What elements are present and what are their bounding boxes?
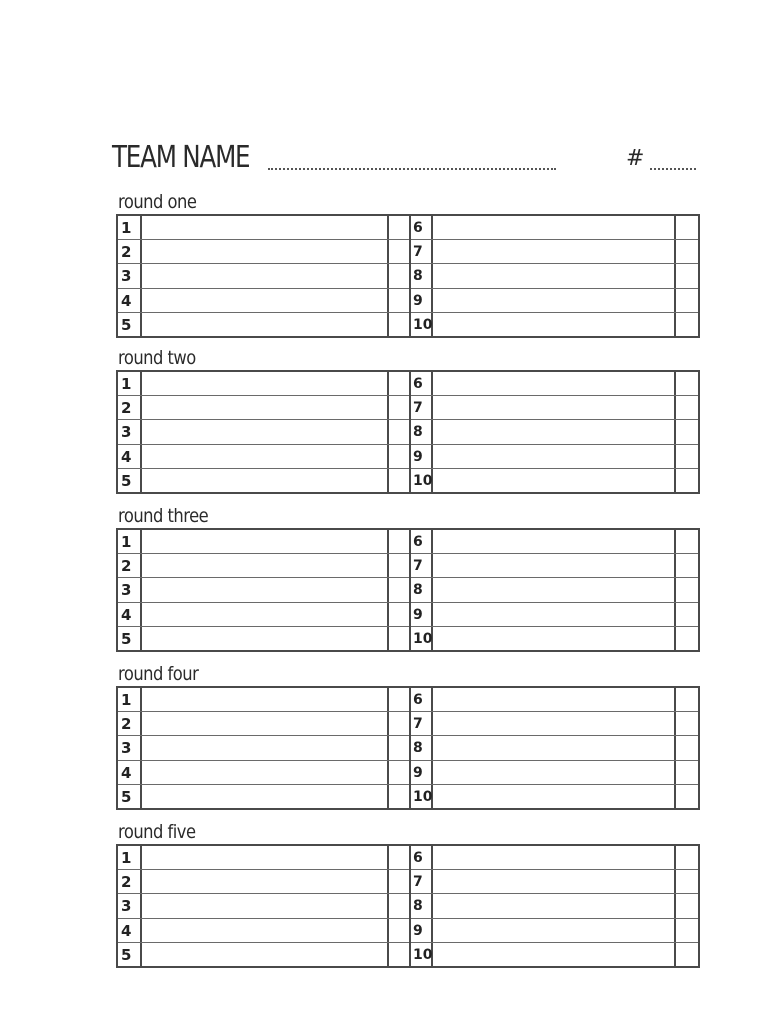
answer-cell[interactable]	[433, 870, 676, 893]
question-row	[118, 626, 409, 650]
answer-cell[interactable]	[433, 530, 676, 553]
question-number: 5	[118, 627, 142, 650]
score-cell[interactable]	[389, 445, 409, 468]
answer-cell[interactable]	[433, 894, 676, 917]
question-row	[411, 444, 698, 468]
question-number: 6	[411, 216, 433, 239]
question-row	[411, 239, 698, 263]
question-number: 4	[118, 919, 142, 942]
score-cell[interactable]	[389, 894, 409, 917]
question-row	[411, 468, 698, 492]
question-number: 10	[411, 469, 433, 492]
question-row	[411, 288, 698, 312]
question-number: 3	[118, 894, 142, 917]
score-cell[interactable]	[676, 627, 698, 650]
question-row	[411, 626, 698, 650]
score-cell[interactable]	[389, 372, 409, 395]
question-row	[118, 893, 409, 917]
question-row	[118, 395, 409, 419]
answer-cell[interactable]	[142, 736, 389, 759]
score-cell[interactable]	[676, 420, 698, 443]
question-number: 9	[411, 761, 433, 784]
score-cell[interactable]	[676, 554, 698, 577]
answer-column-left	[118, 688, 409, 808]
question-number: 10	[411, 785, 433, 808]
question-row	[118, 288, 409, 312]
answer-column-right	[409, 688, 698, 808]
round-title: round two	[118, 347, 196, 369]
team-name-label: TEAM NAME	[112, 140, 250, 175]
answer-cell[interactable]	[433, 627, 676, 650]
answer-cell[interactable]	[433, 554, 676, 577]
question-row	[118, 239, 409, 263]
question-number: 6	[411, 688, 433, 711]
answer-cell[interactable]	[142, 919, 389, 942]
question-number: 9	[411, 445, 433, 468]
question-row	[411, 553, 698, 577]
question-row	[411, 760, 698, 784]
score-cell[interactable]	[389, 736, 409, 759]
answer-cell[interactable]	[433, 761, 676, 784]
question-number: 4	[118, 761, 142, 784]
question-number: 10	[411, 627, 433, 650]
question-row	[118, 419, 409, 443]
score-cell[interactable]	[389, 554, 409, 577]
question-row	[118, 784, 409, 808]
answer-cell[interactable]	[142, 554, 389, 577]
answer-cell[interactable]	[142, 627, 389, 650]
question-row	[411, 918, 698, 942]
question-number: 7	[411, 554, 433, 577]
score-cell[interactable]	[676, 578, 698, 601]
answer-cell[interactable]	[142, 603, 389, 626]
question-number: 2	[118, 712, 142, 735]
score-cell[interactable]	[389, 396, 409, 419]
question-number: 6	[411, 846, 433, 869]
question-number: 2	[118, 554, 142, 577]
score-cell[interactable]	[676, 688, 698, 711]
answer-cell[interactable]	[433, 578, 676, 601]
question-row	[118, 846, 409, 869]
score-cell[interactable]	[676, 469, 698, 492]
question-number: 1	[118, 688, 142, 711]
score-cell[interactable]	[676, 919, 698, 942]
question-row	[118, 918, 409, 942]
answer-cell[interactable]	[433, 712, 676, 735]
question-row	[118, 688, 409, 711]
score-cell[interactable]	[676, 445, 698, 468]
score-cell[interactable]	[389, 919, 409, 942]
answer-cell[interactable]	[433, 736, 676, 759]
score-cell[interactable]	[389, 712, 409, 735]
score-cell[interactable]	[676, 785, 698, 808]
question-number: 9	[411, 603, 433, 626]
answer-cell[interactable]	[142, 688, 389, 711]
score-cell[interactable]	[389, 627, 409, 650]
score-cell[interactable]	[676, 216, 698, 239]
score-cell[interactable]	[676, 846, 698, 869]
answer-cell[interactable]	[433, 372, 676, 395]
score-cell[interactable]	[676, 530, 698, 553]
question-row	[411, 942, 698, 966]
question-number: 5	[118, 785, 142, 808]
question-row	[118, 711, 409, 735]
answer-cell[interactable]	[142, 216, 389, 239]
score-cell[interactable]	[676, 894, 698, 917]
question-number: 1	[118, 216, 142, 239]
answer-grid	[116, 686, 700, 810]
score-cell[interactable]	[676, 240, 698, 263]
score-cell[interactable]	[676, 396, 698, 419]
answer-cell[interactable]	[433, 846, 676, 869]
score-cell[interactable]	[676, 289, 698, 312]
answer-cell[interactable]	[142, 530, 389, 553]
answer-cell[interactable]	[433, 919, 676, 942]
score-cell[interactable]	[676, 712, 698, 735]
answer-cell[interactable]	[433, 420, 676, 443]
question-row	[118, 735, 409, 759]
answer-cell[interactable]	[433, 313, 676, 336]
answer-cell[interactable]	[142, 372, 389, 395]
answer-cell[interactable]	[142, 396, 389, 419]
answer-cell[interactable]	[142, 289, 389, 312]
question-number: 3	[118, 578, 142, 601]
question-row	[411, 688, 698, 711]
answer-cell[interactable]	[142, 264, 389, 287]
score-cell[interactable]	[389, 870, 409, 893]
question-row	[118, 869, 409, 893]
question-number: 7	[411, 712, 433, 735]
question-number: 8	[411, 420, 433, 443]
question-row	[118, 942, 409, 966]
question-number: 7	[411, 870, 433, 893]
answer-grid	[116, 370, 700, 494]
score-cell[interactable]	[676, 870, 698, 893]
answer-cell[interactable]	[433, 396, 676, 419]
answer-cell[interactable]	[433, 603, 676, 626]
score-cell[interactable]	[389, 578, 409, 601]
question-row	[411, 372, 698, 395]
round-title: round three	[118, 505, 209, 527]
question-row	[411, 784, 698, 808]
question-number: 9	[411, 289, 433, 312]
question-row	[118, 602, 409, 626]
answer-cell[interactable]	[433, 943, 676, 966]
score-cell[interactable]	[389, 943, 409, 966]
question-number: 1	[118, 530, 142, 553]
answer-cell[interactable]	[142, 870, 389, 893]
sheet-header	[112, 138, 702, 178]
question-row	[118, 312, 409, 336]
score-cell[interactable]	[389, 420, 409, 443]
answer-grid	[116, 528, 700, 652]
question-row	[118, 553, 409, 577]
question-row	[118, 530, 409, 553]
answer-cell[interactable]	[142, 445, 389, 468]
score-cell[interactable]	[389, 688, 409, 711]
question-row	[411, 395, 698, 419]
team-number-label: #	[626, 146, 645, 171]
score-cell[interactable]	[389, 469, 409, 492]
team-name-field[interactable]	[268, 168, 556, 170]
round-title: round five	[118, 821, 196, 843]
question-number: 5	[118, 313, 142, 336]
question-row	[118, 468, 409, 492]
question-row	[118, 577, 409, 601]
answer-cell[interactable]	[142, 420, 389, 443]
answer-column-right	[409, 530, 698, 650]
score-cell[interactable]	[389, 313, 409, 336]
answer-cell[interactable]	[433, 216, 676, 239]
score-cell[interactable]	[389, 603, 409, 626]
score-cell[interactable]	[389, 761, 409, 784]
question-number: 4	[118, 445, 142, 468]
answer-cell[interactable]	[433, 264, 676, 287]
question-number: 3	[118, 420, 142, 443]
answer-cell[interactable]	[433, 688, 676, 711]
answer-cell[interactable]	[142, 785, 389, 808]
score-cell[interactable]	[389, 846, 409, 869]
round-title: round one	[118, 191, 197, 213]
question-number: 9	[411, 919, 433, 942]
question-row	[411, 869, 698, 893]
question-row	[411, 711, 698, 735]
question-row	[411, 312, 698, 336]
question-row	[411, 577, 698, 601]
answer-cell[interactable]	[142, 761, 389, 784]
score-cell[interactable]	[676, 264, 698, 287]
question-number: 5	[118, 943, 142, 966]
score-cell[interactable]	[389, 289, 409, 312]
answer-cell[interactable]	[142, 894, 389, 917]
question-number: 10	[411, 313, 433, 336]
answer-column-left	[118, 372, 409, 492]
question-row	[411, 846, 698, 869]
answer-cell[interactable]	[433, 785, 676, 808]
question-row	[411, 602, 698, 626]
answer-cell[interactable]	[433, 289, 676, 312]
question-row	[411, 735, 698, 759]
question-row	[411, 419, 698, 443]
answer-column-right	[409, 216, 698, 336]
answer-cell[interactable]	[142, 469, 389, 492]
question-number: 4	[118, 603, 142, 626]
question-row	[411, 893, 698, 917]
question-number: 3	[118, 736, 142, 759]
answer-cell[interactable]	[142, 712, 389, 735]
question-number: 2	[118, 870, 142, 893]
question-row	[411, 216, 698, 239]
score-cell[interactable]	[389, 216, 409, 239]
question-number: 7	[411, 396, 433, 419]
answer-cell[interactable]	[433, 469, 676, 492]
answer-cell[interactable]	[142, 846, 389, 869]
question-number: 3	[118, 264, 142, 287]
question-number: 1	[118, 372, 142, 395]
answer-column-left	[118, 846, 409, 966]
question-row	[118, 263, 409, 287]
score-cell[interactable]	[389, 785, 409, 808]
score-cell[interactable]	[389, 530, 409, 553]
question-number: 6	[411, 530, 433, 553]
round-title: round four	[118, 663, 199, 685]
question-number: 8	[411, 578, 433, 601]
question-number: 1	[118, 846, 142, 869]
question-row	[411, 263, 698, 287]
question-number: 6	[411, 372, 433, 395]
answer-column-right	[409, 372, 698, 492]
question-number: 8	[411, 264, 433, 287]
question-number: 2	[118, 240, 142, 263]
question-number: 4	[118, 289, 142, 312]
question-number: 8	[411, 736, 433, 759]
question-number: 8	[411, 894, 433, 917]
score-cell[interactable]	[389, 240, 409, 263]
score-cell[interactable]	[389, 264, 409, 287]
score-cell[interactable]	[676, 372, 698, 395]
question-row	[411, 530, 698, 553]
team-number-field[interactable]	[650, 168, 696, 170]
answer-column-right	[409, 846, 698, 966]
question-number: 10	[411, 943, 433, 966]
question-row	[118, 216, 409, 239]
question-row	[118, 444, 409, 468]
score-cell[interactable]	[676, 603, 698, 626]
answer-cell[interactable]	[142, 240, 389, 263]
answer-cell[interactable]	[142, 943, 389, 966]
answer-cell[interactable]	[433, 445, 676, 468]
answer-cell[interactable]	[142, 313, 389, 336]
score-cell[interactable]	[676, 736, 698, 759]
answer-grid	[116, 844, 700, 968]
answer-column-left	[118, 216, 409, 336]
question-row	[118, 760, 409, 784]
question-number: 7	[411, 240, 433, 263]
answer-cell[interactable]	[142, 578, 389, 601]
score-cell[interactable]	[676, 313, 698, 336]
score-cell[interactable]	[676, 761, 698, 784]
score-cell[interactable]	[676, 943, 698, 966]
answer-grid	[116, 214, 700, 338]
question-row	[118, 372, 409, 395]
answer-cell[interactable]	[433, 240, 676, 263]
question-number: 2	[118, 396, 142, 419]
answer-column-left	[118, 530, 409, 650]
question-number: 5	[118, 469, 142, 492]
